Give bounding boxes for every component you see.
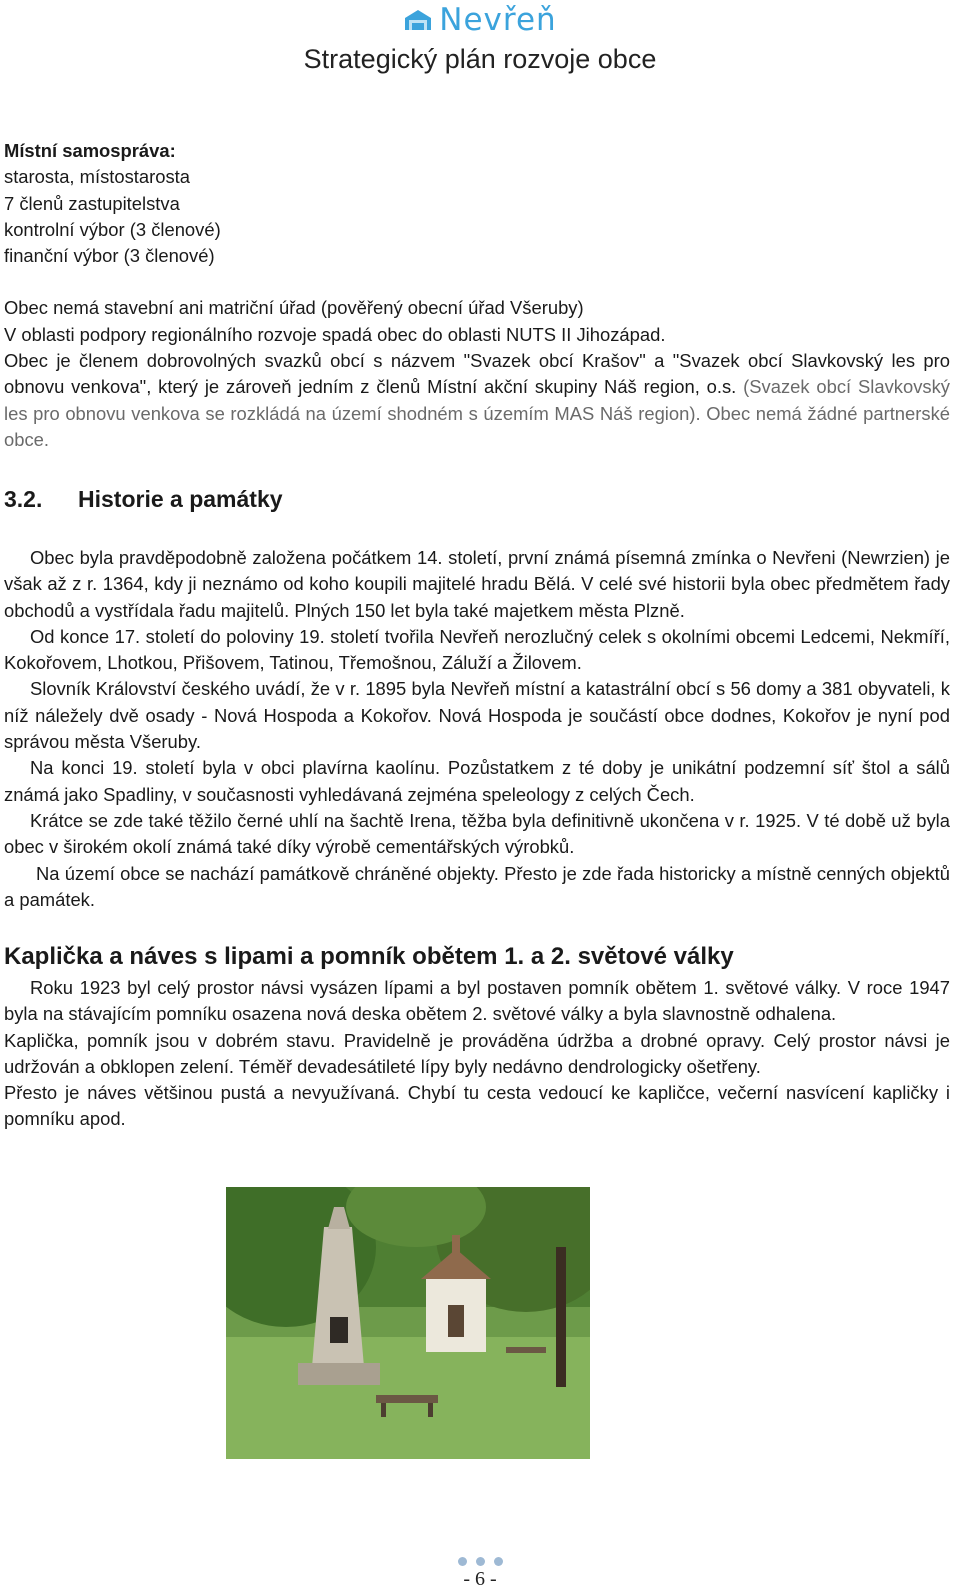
- history-paragraph: Na území obce se nachází památkově chráněné objekty. Přesto je zde řada historicky a místně cenných objektů a památek.: [4, 862, 950, 910]
- section-heading: [4, 486, 283, 513]
- logo-roof-icon: [403, 8, 433, 32]
- page-number: - 6 -: [463, 1568, 497, 1590]
- monument-paragraph: Přesto je náves většinou pustá a nevyužívaná. Chybí tu cesta vedoucí ke kapličce, večerní nasvícení kapličky i pomníku apod.: [4, 1082, 950, 1130]
- history-paragraph: Obec byla pravděpodobně založena počátkem 14. století, první známá písemná zmínka o Nevřeni (Newrzien) je však až z r. 1364, kdy ji neznámo od koho koupili majitelé hradu Bělá. V celé své historii byla obec předmětem řady obchodů a vystřídala řadu majitelů. Plných 150 let byla také majetkem města Plzně.: [4, 547, 950, 621]
- page-footer: [0, 1557, 960, 1591]
- self-gov-heading: Místní samospráva:: [4, 140, 176, 161]
- pager-dot: [476, 1557, 485, 1566]
- monument-paragraph: Roku 1923 byl celý prostor návsi vysázen lípami a byl postaven pomník obětem 1. světové války. V roce 1947 byla na stávajícím pomníku osazena nová deska obětem 2. světové války a byla slavnostně odhalena.: [4, 977, 950, 1025]
- self-gov-item: 7 členů zastupitelstva: [4, 192, 180, 214]
- monument-paragraph: Kaplička, pomník jsou v dobrém stavu. Pravidelně je prováděna údržba a drobné opravy. Celý prostor návsi je udržován a obklopen zelení. Téměř devadesátileté lípy byly nedávno dendrologicky ošetřeny.: [4, 1029, 950, 1077]
- header-logo: [0, 4, 960, 36]
- pager-dot: [494, 1557, 503, 1566]
- self-gov-item: starosta, místostarosta: [4, 166, 191, 188]
- office-line: Obec nemá stavební ani matriční úřad (pověřený obecní úřad Všeruby): [4, 297, 584, 319]
- logo-text: Nevřeň: [439, 2, 557, 38]
- history-paragraph: Od konce 17. století do poloviny 19. století tvořila Nevřeň nerozlučný celek s okolními obcemi Ledcemi, Nekmíří, Kokořovem, Lhotkou, Přišovem, Tatinou, Třemošnou, Záluží a Žilovem.: [4, 625, 950, 674]
- monument-heading: Kaplička a náves s lipami a pomník obětem 1. a 2. světové války: [4, 943, 734, 970]
- self-gov-item: finanční výbor (3 členové): [4, 245, 215, 267]
- section-number: 3.2.: [4, 486, 43, 512]
- membership-paragraph: [4, 348, 950, 453]
- pager-dots: [0, 1557, 960, 1566]
- document-title: Strategický plán rozvoje obce: [303, 44, 657, 74]
- history-paragraph: Na konci 19. století byla v obci plavírna kaolínu. Pozůstatkem z té doby je unikátní podzemní síť štol a sálů známá jako Spadliny, v současnosti vyhledávaná zejména speleology z celých Čech.: [4, 757, 950, 805]
- monument-block: [4, 975, 950, 1133]
- section-title: Historie a památky: [78, 486, 283, 512]
- membership-note: (Svazek obcí Slavkovský les pro obnovu venkova se rozkládá na území shodném s územím MAS Náš region). Obec nemá žádné partnerské obce.: [4, 376, 950, 450]
- history-block: [4, 545, 950, 913]
- self-gov-item: kontrolní výbor (3 členové): [4, 218, 221, 240]
- self-government-block: [4, 138, 950, 453]
- office-line: V oblasti podpory regionálního rozvoje spadá obec do oblasti NUTS II Jihozápad.: [4, 323, 666, 345]
- history-paragraph: Slovník Království českého uvádí, že v r. 1895 byla Nevřeň místní a katastrální obcí s 56 domy a 381 obyvateli, k níž náležely dvě osady - Nová Hospoda a Kokořov. Nová Hospoda je součástí obce dodnes, Kokořov je nyní pod správou města Všeruby.: [4, 678, 950, 753]
- pager-dot: [458, 1557, 467, 1566]
- monument-photo: [226, 1187, 590, 1459]
- history-paragraph: Krátce se zde také těžilo černé uhlí na šachtě Irena, těžba byla definitivně ukončena v r. 1925. V té době už byla obec v širokém okolí známá také díky výrobě cementářských výrobků.: [4, 809, 950, 858]
- membership-text: Obec je členem dobrovolných svazků obcí s názvem "Svazek obcí Krašov" a "Svazek obcí Slavkovský les pro obnovu venkova", který je zároveň jedním z členů Místní akční skupiny Náš region, o.s.: [4, 350, 950, 398]
